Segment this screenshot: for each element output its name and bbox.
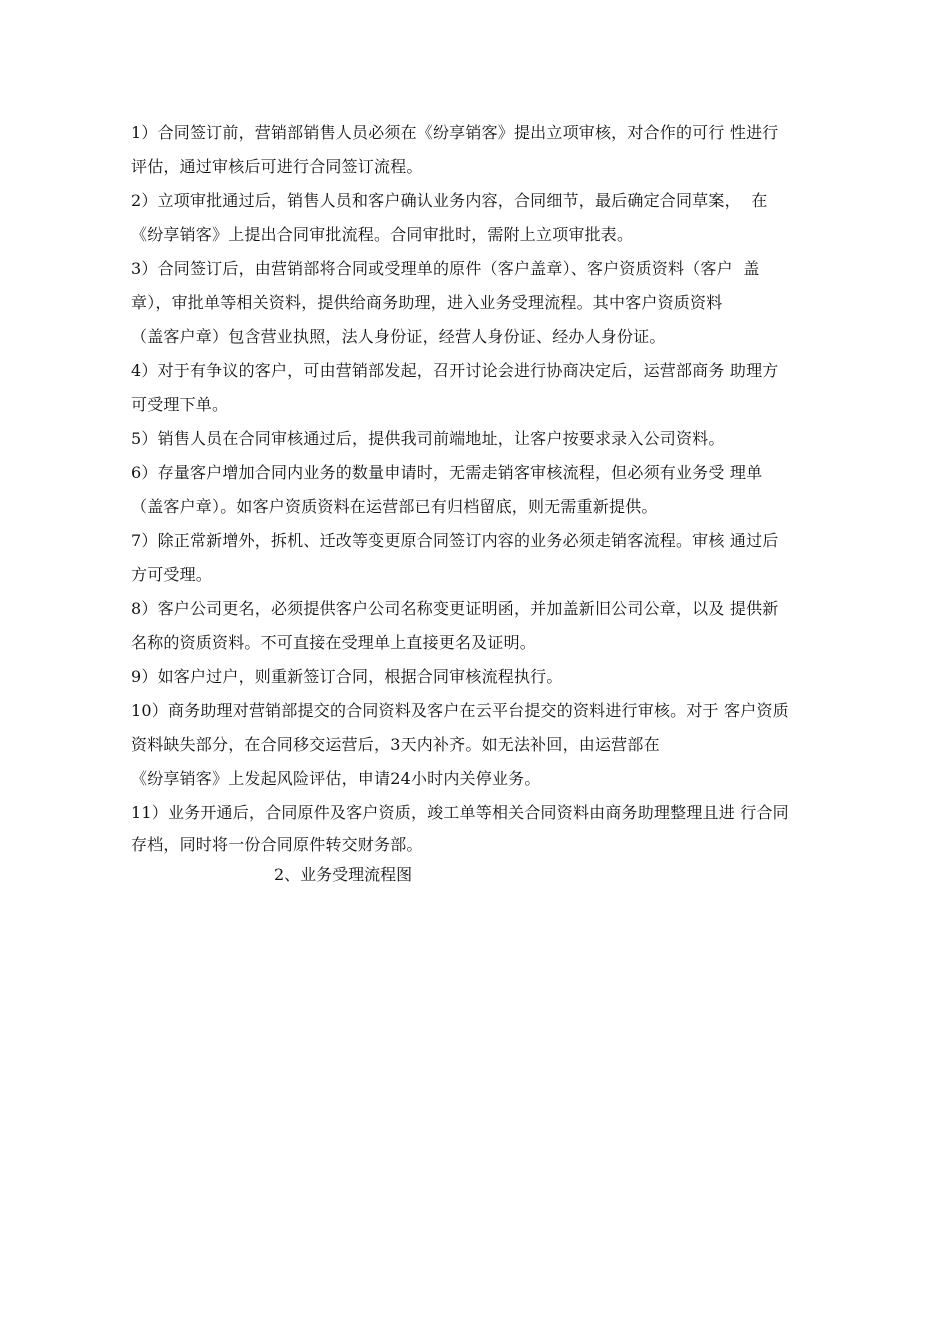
paragraph-line: （盖客户章）包含营业执照，法人身份证，经营人身份证、经办人身份证。 <box>131 327 666 346</box>
paragraph-line: 《纷享销客》上发起风险评估，申请24小时内关停业务。 <box>131 769 541 788</box>
paragraph-line: 章），审批单等相关资料，提供给商务助理，进入业务受理流程。其中客户资质资料 <box>131 293 723 312</box>
paragraph-item-2 <box>131 184 871 252</box>
paragraph-line: 9）如客户过户，则重新签订合同，根据合同审核流程执行。 <box>131 667 563 686</box>
paragraph-line: 《纷享销客》上提出合同审批流程。合同审批时，需附上立项审批表。 <box>131 225 634 244</box>
paragraph-line: 可受理下单。 <box>131 395 229 414</box>
paragraph-line: 5）销售人员在合同审核通过后，提供我司前端地址，让客户按要求录入公司资料。 <box>131 429 725 448</box>
paragraph-item-4 <box>131 354 871 422</box>
paragraph-line: 3）合同签订后，由营销部将合同或受理单的原件（客户盖章）、客户资质资料（客户 盖 <box>131 259 760 278</box>
paragraph-line: 6）存量客户增加合同内业务的数量申请时，无需走销客审核流程，但必须有业务受 理单 <box>131 463 763 482</box>
paragraph-line: 2）立项审批通过后，销售人员和客户确认业务内容，合同细节，最后确定合同草案， 在 <box>131 191 768 210</box>
paragraph-line: 10）商务助理对营销部提交的合同资料及客户在云平台提交的资料进行审核。对于 客户资质 <box>131 701 789 720</box>
paragraph-line: 方可受理。 <box>131 565 213 584</box>
paragraph-line: （盖客户章）。如客户资质资料在运营部已有归档留底，则无需重新提供。 <box>131 497 658 516</box>
paragraph-item-8 <box>131 592 871 660</box>
paragraph-item-7 <box>131 524 871 592</box>
paragraph-item-9 <box>131 660 871 694</box>
paragraph-line: 7）除正常新增外，拆机、迁改等变更原合同签订内容的业务必须走销客流程。审核 通过后 <box>131 531 779 550</box>
paragraph-item-1 <box>131 116 871 184</box>
paragraph-line: 4）对于有争议的客户，可由营销部发起，召开讨论会进行协商决定后，运营部商务 助理方 <box>131 361 779 380</box>
paragraph-line: 评估，通过审核后可进行合同签订流程。 <box>131 157 423 176</box>
document-body <box>131 116 871 890</box>
paragraph-item-3 <box>131 252 871 354</box>
paragraph-line: 存档，同时将一份合同原件转交财务部。 <box>131 835 423 854</box>
paragraph-line: 资料缺失部分，在合同移交运营后，3天内补齐。如无法补回，由运营部在 <box>131 735 660 754</box>
paragraph-item-11 <box>131 796 871 860</box>
paragraph-line: 11）业务开通后，合同原件及客户资质，竣工单等相关合同资料由商务助理整理且进 行合同 <box>131 803 789 822</box>
section-title: 2、业务受理流程图 <box>274 865 413 884</box>
paragraph-item-5 <box>131 422 871 456</box>
paragraph-line: 1）合同签订前，营销部销售人员必须在《纷享销客》提出立项审核，对合作的可行 性进行 <box>131 123 779 142</box>
paragraph-line: 8）客户公司更名，必须提供客户公司名称变更证明函，并加盖新旧公司公章，以及 提供新 <box>131 599 779 618</box>
paragraph-item-10 <box>131 694 871 796</box>
paragraph-line: 名称的资质资料。不可直接在受理单上直接更名及证明。 <box>131 633 537 652</box>
paragraph-item-6 <box>131 456 871 524</box>
